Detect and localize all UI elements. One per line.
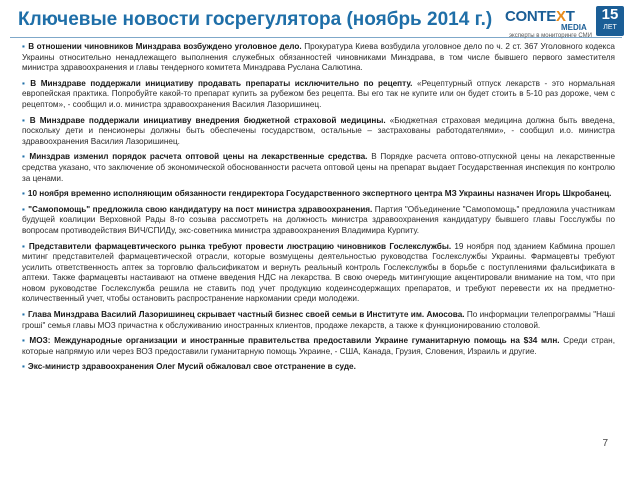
news-item <box>22 116 615 148</box>
news-headline: МОЗ: Международные организации и иностранные правительства предоставили Украине гуманитарную помощь на $34 млн. <box>29 336 560 346</box>
news-item <box>22 42 615 74</box>
bullet-icon: ▪ <box>22 336 27 346</box>
bullet-icon: ▪ <box>22 78 28 88</box>
logo-tagline: эксперты в мониторинге СМИ <box>509 33 592 39</box>
page-title: Ключевые новости госрегулятора (ноябрь 2014 г.) <box>18 9 493 30</box>
logo-badge-number: 15 <box>601 6 619 23</box>
news-item <box>22 310 615 331</box>
logo-word-left: CONTE <box>505 8 557 25</box>
news-item <box>22 205 615 237</box>
news-body: Прокуратура Киева возбудила уголовное дело по ч. 2 ст. 367 Уголовного кодекса Украины относительно ненадлежащего выполнения служебных обязанностей чиновниками Минздрава, в том числе бывшего первого заместителя министра здравоохранения и главы тендерного комитета Минздрава Руслана Салютина. <box>22 42 615 73</box>
logo-word-right: T <box>565 8 575 25</box>
bullet-icon: ▪ <box>22 204 26 214</box>
news-headline: Представители фармацевтического рынка требуют провести люстрацию чиновников Гослекслужбы. <box>28 241 452 251</box>
news-body: Среди стран, которые напрямую или через ВОЗ предоставили гуманитарную помощь Украине, - США, Канада, Грузия, Словения, Израиль и другие. <box>22 336 615 356</box>
logo-anniversary-badge <box>596 6 624 36</box>
news-headline: 10 ноября временно исполняющим обязанности гендиректора Государственного экспертного центра МЗ Украины назначен Игорь Шкробанец. <box>27 189 612 199</box>
news-headline: В Минздраве поддержали инициативу продавать препараты исключительно по рецепту. <box>30 78 413 88</box>
news-body: 19 ноября под зданием Кабмина прошел митинг представителей фармацевтической отрасли, которые возмущены деятельностью руководства Гослекслужбы Украины. Фармацевты требуют усилить ответственность аптек за торговлю фальсификатом и вернуть реальный контроль Гослекслужбы в борьбе с поступлениями фальсификата в аптеки. Также фармацевты настаивают на отмене введения НДС на лекарства. В свою очередь митингующие акцентировали внимание на том, что при новом руководстве Гослекслужба решила не ставить под учет продукцию кодеинсодержащих препаратов, и требуют перевести их на предметно-количественный учет, чтобы остановить распространение наркомании среди молодежи. <box>22 241 615 304</box>
news-body: По информации телепрограммы "Наші гроші" семья главы МОЗ причастна к обслуживанию иностранных клиентов, продаже лекарств, а также к функционированию столовой. <box>22 310 616 330</box>
news-item <box>22 189 615 200</box>
news-item <box>22 79 615 111</box>
news-item <box>22 152 615 184</box>
news-body: «Рецептурный отпуск лекарств - это нормальная европейская практика. Попробуйте какой-то препарат купить за рубежом без рецепта. Вы его так не купите или он будет стоить в 5-10 раз дороже, чем с рецептом», - сообщил и.о. министра здравоохранения Василия Лазоришинец. <box>22 78 615 109</box>
news-list <box>22 42 615 378</box>
bullet-icon: ▪ <box>22 152 27 162</box>
bullet-icon: ▪ <box>22 310 25 320</box>
news-body: «Бюджетная страховая медицина должна быть введена, поскольку дети и пенсионеры должны быть обеспечены государством, остальные – застрахованы работодателями», - сообщил и.о. министра здравоохранения Василия Лазоришинец. <box>22 115 615 146</box>
news-body: В Порядке расчета оптово-отпускной цены на лекарственные средства указано, что заключение об экономической обоснованности расчета оптовой цены на препарат выдает Государственная инспекция по контролю за ценами. <box>22 152 615 183</box>
logo-media-text: MEDIA <box>561 23 587 32</box>
bullet-icon: ▪ <box>22 189 25 199</box>
news-headline: "Самопомощь" предложила свою кандидатуру на пост министра здравоохранения. <box>28 204 373 214</box>
page-number: 7 <box>602 438 608 449</box>
news-headline: Глава Минздрава Василий Лазоришинец скрывает частный бизнес своей семьи в Институте им. Амосова. <box>27 310 465 320</box>
bullet-icon: ▪ <box>22 362 25 372</box>
news-headline: Минздрав изменил порядок расчета оптовой цены на лекарственные средства. <box>29 152 368 162</box>
logo-badge-label: ЛЕТ <box>603 24 617 31</box>
logo-word-x: X <box>556 8 566 25</box>
context-media-logo <box>505 6 625 42</box>
news-body: Партия "Объединение "Самопомощь" предложила участникам будущей коалиции Верховной Рады 8-го созыва рассмотреть на должность министра здравоохранения кандидатуру бывшего главы Госслужбы по вопросам противодействия ВИЧ/СПИДу, экс-советника министра здравоохранения Владимира Курпиту. <box>22 204 615 235</box>
bullet-icon: ▪ <box>22 115 27 125</box>
news-headline: В Минздраве поддержали инициативу внедрения бюджетной страховой медицины. <box>29 115 386 125</box>
bullet-icon: ▪ <box>22 241 26 251</box>
bullet-icon: ▪ <box>22 42 26 51</box>
news-headline: В отношении чиновников Минздрава возбуждено уголовное дело. <box>28 42 302 51</box>
news-item <box>22 242 615 306</box>
news-item <box>22 362 615 373</box>
news-headline: Экс-министр здравоохранения Олег Мусий обжаловал свое отстранение в суде. <box>27 362 356 372</box>
news-item <box>22 336 615 357</box>
